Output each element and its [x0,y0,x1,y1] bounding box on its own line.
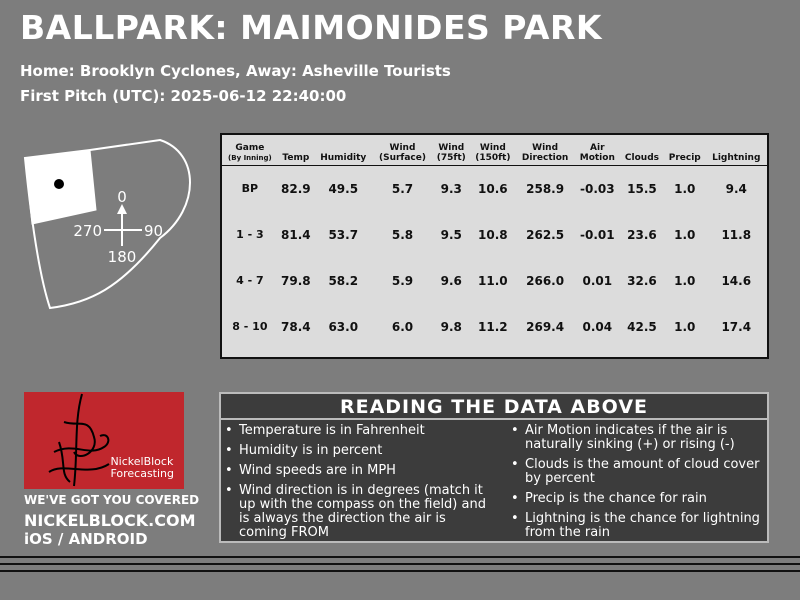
table-cell: 9.6 [440,273,462,288]
table-cell: 32.6 [627,273,657,288]
table-cell: 269.4 [526,319,565,334]
table-cell: 9.3 [440,181,462,196]
table-cell: 1.0 [674,181,696,196]
row-label: 1 - 3 [236,228,264,241]
tagline: WE'VE GOT YOU COVERED [24,493,200,507]
legend-item: • Temperature is in Fahrenheit [223,424,493,438]
column-header: Clouds [624,153,660,163]
table-cell: 11.8 [721,227,752,242]
table-cell: 1.0 [674,319,696,334]
footer-stripe [0,556,800,558]
compass-west: 270 [73,222,102,240]
column-header: Humidity [320,153,367,163]
footer-stripe [0,563,800,565]
table-cell: 6.0 [391,319,414,334]
table-cell: 1.0 [674,227,696,242]
table-cell: 63.0 [328,319,359,334]
legend-item: • Precip is the chance for rain [509,492,765,506]
table-cell: 11.0 [478,273,508,288]
table-cell: 0.01 [582,273,613,288]
table-cell: 5.8 [391,227,414,242]
table-cell: 79.8 [281,273,311,288]
table-cell: 5.7 [391,181,414,196]
page-title: BALLPARK: MAIMONIDES PARK [20,8,602,47]
legend-item: • Wind direction is in degrees (match it up with the compass on the field) and is always the direction the air is coming FROM [223,484,493,540]
legend-item: • Wind speeds are in MPH [223,464,493,478]
table-cell: 23.6 [627,227,657,242]
row-label: 4 - 7 [236,274,264,287]
legend-item: • Lightning is the chance for lightning from the rain [509,512,765,540]
row-label: 8 - 10 [232,320,268,333]
legend-title: READING THE DATA ABOVE [221,396,767,418]
column-header: Wind (75ft) [436,143,466,163]
row-label: BP [241,182,259,196]
table-cell: 15.5 [627,181,657,196]
table-cell: 81.4 [281,227,311,242]
table-row [222,258,767,304]
column-header: Temp [282,153,310,163]
logo-text-2: Forecasting [110,467,174,480]
forecast-table [220,133,769,359]
compass-south: 180 [107,248,137,266]
table-row [222,212,767,258]
table-header-row [222,135,767,166]
table-cell: 17.4 [721,319,752,334]
footer-stripe [0,570,800,572]
table-cell: 42.5 [627,319,657,334]
table-cell: 262.5 [526,227,565,242]
table-cell: 10.6 [478,181,508,196]
column-header: Game (By Inning) [228,143,272,162]
legend-left-list [223,424,493,546]
legend-box [219,392,769,543]
legend-right-list [509,424,765,546]
home-plate-dot [54,179,64,189]
table-cell: 0.04 [582,319,613,334]
table-cell: 258.9 [526,181,565,196]
compass-east: 90 [144,222,164,240]
column-header: Air Motion [579,143,615,163]
legend-item: • Clouds is the amount of cloud cover by percent [509,458,765,486]
table-cell: 5.9 [391,273,414,288]
field-diagram [20,128,200,318]
teams-line: Home: Brooklyn Cyclones, Away: Asheville Tourists [20,62,451,80]
table-cell: 9.4 [725,181,747,196]
table-cell: 78.4 [281,319,311,334]
table-cell: 82.9 [281,181,311,196]
legend-item: • Humidity is in percent [223,444,493,458]
nickelblock-logo [24,392,184,489]
table-cell: 58.2 [328,273,359,288]
table-row [222,166,767,212]
column-header: Wind (150ft) [475,143,511,163]
table-cell: 9.5 [440,227,462,242]
table-cell: -0.01 [580,227,615,242]
table-row [222,304,767,350]
column-header: Lightning [712,153,761,163]
compass-field-icon [20,128,200,318]
table-cell: 53.7 [328,227,359,242]
first-pitch-line: First Pitch (UTC): 2025-06-12 22:40:00 [20,87,347,105]
table-cell: 10.8 [478,227,508,242]
column-header: Wind (Surface) [378,143,426,163]
table-cell: 266.0 [526,273,565,288]
table-cell: -0.03 [580,181,615,196]
table-cell: 9.8 [440,319,462,334]
table-cell: 14.6 [721,273,752,288]
logo-text-1: NickelBlock [110,455,174,468]
column-header: Wind Direction [521,143,569,163]
column-header: Precip [668,153,701,163]
table-cell: 49.5 [328,181,359,196]
compass-north: 0 [117,188,127,206]
platforms: iOS / ANDROID [24,530,148,548]
legend-item: • Air Motion indicates if the air is naturally sinking (+) or rising (-) [509,424,765,452]
table-cell: 11.2 [478,319,508,334]
table-cell: 1.0 [674,273,696,288]
site-link[interactable]: NICKELBLOCK.COM [24,511,196,530]
